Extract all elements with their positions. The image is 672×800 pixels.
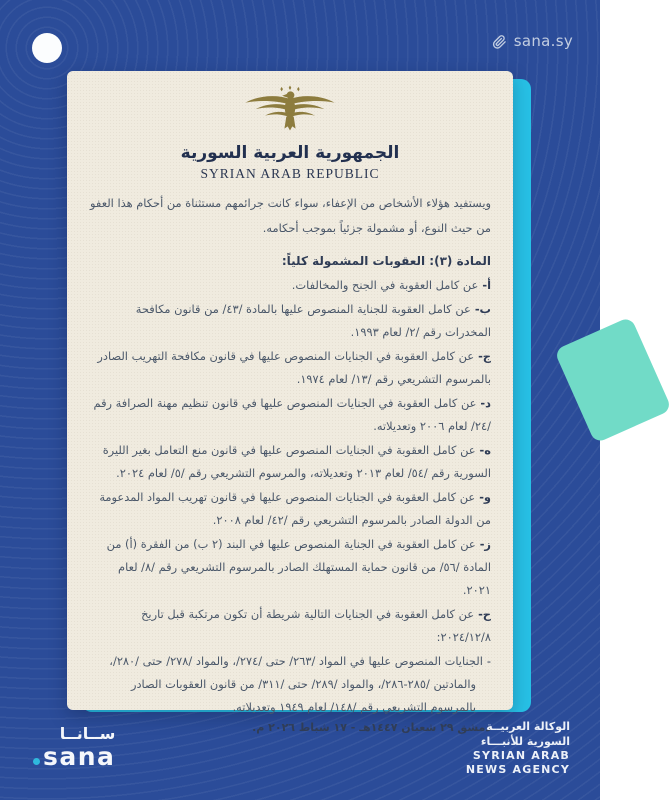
list-item: [89, 439, 491, 485]
agency-name-arabic-line1: الوكالة العربيــة: [486, 720, 570, 733]
item-text: عن كامل العقوبة في الجنايات المنصوص عليها في قانون منع التعامل بغير الليرة السورية رقم /٥٤/ لعام ٢٠١٣ وتعديلاته، والمرسوم التشريعي رقم /٥/ لعام ٢٠٢٤.: [102, 443, 491, 480]
item-marker: أ-: [482, 278, 491, 292]
agency-name-english-line2: NEWS AGENCY: [465, 762, 570, 776]
teal-decoration: [554, 316, 672, 443]
item-text: عن كامل العقوبة في الجناية المنصوص عليها في البند (٢ ب) من الفقرة (أ) من المادة /٥٦/ من قانون حماية المستهلك الصادر بالمرسوم التشريعي رقم /٨/ لعام ٢٠٢١.: [106, 537, 491, 597]
list-item: [89, 486, 491, 532]
republic-title-arabic: الجمهورية العربية السورية: [180, 143, 400, 163]
sana-logo-arabic: ســانــا: [59, 724, 116, 743]
item-marker: د-: [480, 396, 491, 410]
agency-name-arabic-line2: السورية للأنبـــاء: [480, 735, 570, 748]
site-link: [492, 32, 573, 50]
item-marker: ز-: [479, 537, 491, 551]
list-item: [89, 392, 491, 438]
list-item: [89, 274, 491, 297]
document-body: [89, 182, 491, 720]
section-heading: المادة (٣): العقوبات المشمولة كلياً:: [281, 254, 491, 268]
official-document: [67, 71, 513, 734]
brand-dot: [32, 33, 62, 63]
sana-logo: [33, 724, 115, 770]
item-text: عن كامل العقوبة في الجنايات المنصوص عليها في قانون مكافحة التهريب الصادر بالمرسوم التشريعي رقم /١٣/ لعام ١٩٧٤.: [97, 349, 491, 386]
amnesty-items-list: [89, 274, 491, 719]
item-marker: و-: [479, 490, 491, 504]
item-text: عن كامل العقوبة في الجنح والمخالفات.: [291, 278, 479, 292]
dateline: دمشق ٢٩ شعبان ١٤٤٧هـ - ١٧ شباط ٢٠٢٦ م.: [252, 721, 491, 734]
paperclip-icon: [492, 34, 507, 49]
list-item: [89, 345, 491, 391]
sana-logo-latin: sana: [43, 742, 116, 771]
item-marker: ح-: [478, 607, 491, 621]
item-text: عن كامل العقوبة في الجنايات المنصوص عليها في قانون تهريب المواد المدعومة من الدولة الصادر بالمرسوم التشريعي رقم /٤٢/ لعام ٢٠٠٨.: [99, 490, 491, 527]
list-subitem: [89, 650, 491, 719]
item-text: عن كامل العقوبة للجناية المنصوص عليها بالمادة /٤٣/ من قانون مكافحة المخدرات رقم /٢/ لعام ١٩٩٣.: [135, 302, 491, 339]
eagle-emblem: [89, 85, 491, 141]
agency-name-english-line1: SYRIAN ARAB: [472, 749, 570, 762]
sana-logo-dot: [33, 758, 40, 765]
item-text: عن كامل العقوبة في الجنايات المنصوص عليها في قانون تنظيم مهنة الصرافة رقم /٢٤/ لعام ٢٠٠٦ وتعديلاته.: [93, 396, 491, 433]
item-text: عن كامل العقوبة في الجنايات التالية شريطة أن تكون مرتكبة قبل تاريخ ٢٠٢٤/١٢/٨:: [141, 607, 491, 644]
item-marker: -: [486, 654, 491, 668]
site-label: sana.sy: [513, 32, 573, 50]
agency-name-block: [466, 719, 570, 776]
item-marker: ج-: [478, 349, 491, 363]
republic-title-english: SYRIAN ARAB REPUBLIC: [200, 166, 380, 181]
item-marker: ب-: [474, 302, 491, 316]
item-marker: ه-: [479, 443, 491, 457]
list-item: [89, 603, 491, 649]
list-item: [89, 533, 491, 602]
intro-paragraph: ويستفيد هؤلاء الأشخاص من الإعفاء، سواء كانت جرائمهم مستثناة من أحكام هذا العفو من حيث النوع، أو مشمولة جزئياً بموجب أحكامه.: [90, 196, 491, 235]
item-text: الجنايات المنصوص عليها في المواد /٢٦٣/ حتى /٢٧٤/، والمواد /٢٧٨/ حتى /٢٨٠/، والمادتين /٢٨٥-٢٨٦/، والمواد /٢٨٩/ حتى /٣١١/ من قانون العقوبات الصادر بالمرسوم التشريعي رقم /١٤٨/ لعام ١٩٤٩ وتعديلاته.: [109, 654, 483, 714]
list-item: [89, 298, 491, 344]
